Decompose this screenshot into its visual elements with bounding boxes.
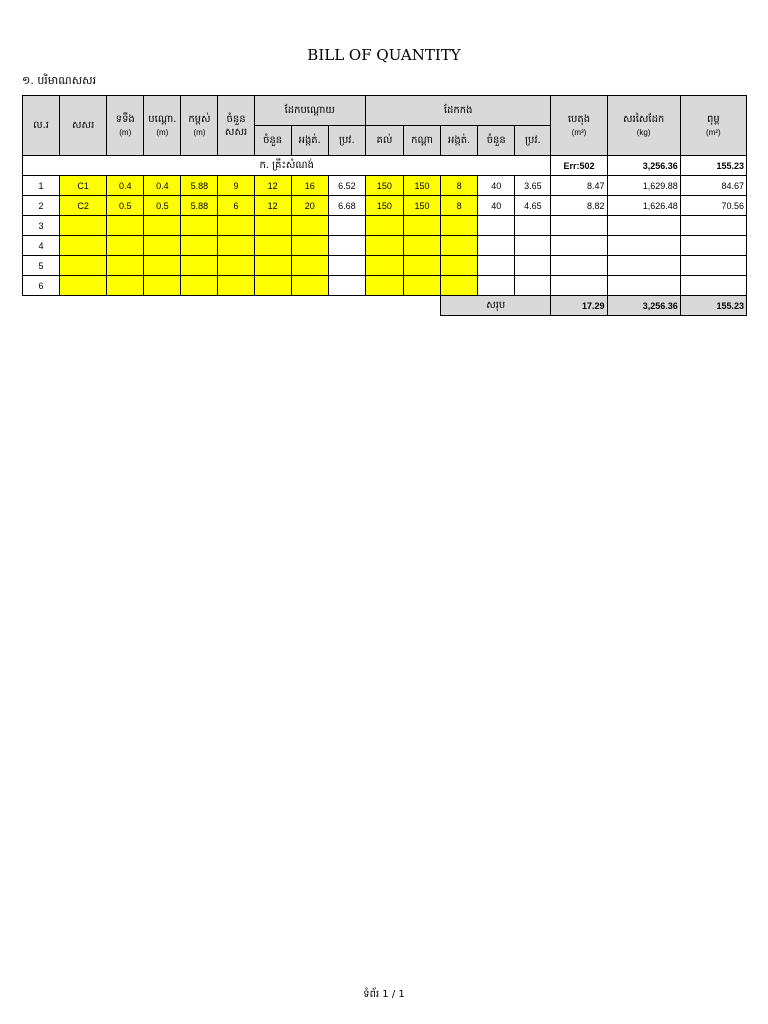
header-steel: សរសៃដែក (kg) (607, 96, 680, 156)
cell-steel (607, 256, 680, 276)
cell-width[interactable] (107, 256, 144, 276)
cell-long-rebar-dia[interactable]: 20 (291, 196, 328, 216)
cell-width[interactable]: 0.5 (107, 196, 144, 216)
group-steel: 3,256.36 (607, 156, 680, 176)
header-height: កម្ពស់ (m) (181, 96, 218, 156)
cell-width[interactable] (107, 216, 144, 236)
cell-height[interactable] (181, 216, 218, 236)
header-no: ល.រ (23, 96, 60, 156)
header-stirrup-qty: ចំនួន (478, 126, 515, 156)
section-heading: ១. បរិមាណសសរ (22, 74, 97, 87)
cell-column[interactable] (60, 216, 107, 236)
cell-stirrup-h[interactable] (403, 276, 440, 296)
cell-long-rebar-len: 6.52 (328, 176, 365, 196)
header-stirrup-w: គល់ (365, 126, 403, 156)
cell-long-rebar-qty[interactable] (254, 276, 291, 296)
cell-stirrup-qty (478, 256, 515, 276)
cell-stirrup-len (515, 216, 551, 236)
group-concrete: Err:502 (551, 156, 607, 176)
cell-concrete (551, 216, 607, 236)
cell-stirrup-qty: 40 (478, 196, 515, 216)
header-long-rebar: ដែកបណ្ដោយ (254, 96, 365, 126)
cell-height[interactable]: 5.88 (181, 196, 218, 216)
header-long-rebar-dia: អង្កត់. (291, 126, 328, 156)
header-long-rebar-qty: ចំនួន (254, 126, 291, 156)
cell-stirrup-h[interactable]: 150 (403, 196, 440, 216)
cell-stirrup-dia[interactable] (441, 276, 478, 296)
cell-stirrup-len (515, 236, 551, 256)
cell-stirrup-h[interactable] (403, 216, 440, 236)
cell-long-rebar-qty[interactable]: 12 (254, 176, 291, 196)
cell-count[interactable] (218, 256, 254, 276)
header-stirrup-h: កណ្ដា (403, 126, 440, 156)
total-formwork: 155.23 (680, 296, 746, 316)
cell-long-rebar-len (328, 256, 365, 276)
table-row (23, 236, 747, 256)
cell-no: 2 (23, 196, 60, 216)
cell-concrete (551, 236, 607, 256)
page-footer: ទំព័រ 1 / 1 (363, 989, 405, 1000)
cell-long-rebar-qty[interactable] (254, 256, 291, 276)
cell-column[interactable]: C2 (60, 196, 107, 216)
cell-stirrup-qty (478, 236, 515, 256)
cell-height[interactable]: 5.88 (181, 176, 218, 196)
table-row (23, 276, 747, 296)
cell-formwork (680, 236, 746, 256)
cell-formwork (680, 256, 746, 276)
cell-concrete: 8.82 (551, 196, 607, 216)
table-row (23, 176, 747, 196)
group-label: ក. គ្រឹះសំណង់ (23, 156, 551, 176)
cell-stirrup-h[interactable] (403, 236, 440, 256)
cell-height[interactable] (181, 276, 218, 296)
cell-long-rebar-len (328, 216, 365, 236)
total-row (23, 296, 747, 316)
cell-width[interactable] (107, 236, 144, 256)
header-width: ទទឹង (m) (107, 96, 144, 156)
cell-formwork: 70.56 (680, 196, 746, 216)
cell-concrete: 8.47 (551, 176, 607, 196)
total-label: សរុប (441, 296, 551, 316)
cell-count[interactable] (218, 236, 254, 256)
cell-long-rebar-len (328, 236, 365, 256)
group-formwork: 155.23 (680, 156, 746, 176)
cell-steel (607, 276, 680, 296)
cell-stirrup-dia[interactable] (441, 256, 478, 276)
cell-long-rebar-qty[interactable] (254, 216, 291, 236)
cell-stirrup-len (515, 276, 551, 296)
header-column: សសរ (60, 96, 107, 156)
cell-stirrup-w[interactable] (365, 256, 403, 276)
cell-length[interactable] (144, 216, 181, 236)
cell-stirrup-dia[interactable] (441, 216, 478, 236)
header-concrete: បេតុង (m³) (551, 96, 607, 156)
header-row-1 (23, 96, 747, 126)
cell-height[interactable] (181, 256, 218, 276)
cell-long-rebar-dia[interactable] (291, 276, 328, 296)
cell-stirrup-len: 4.65 (515, 196, 551, 216)
cell-long-rebar-dia[interactable] (291, 216, 328, 236)
header-count: ចំនួន សសរ (218, 96, 254, 156)
cell-no: 4 (23, 236, 60, 256)
cell-stirrup-h[interactable] (403, 256, 440, 276)
header-stirrup-dia: អង្កត់. (441, 126, 478, 156)
cell-count[interactable] (218, 216, 254, 236)
cell-count[interactable] (218, 276, 254, 296)
cell-count[interactable]: 9 (218, 176, 254, 196)
cell-stirrup-dia[interactable]: 8 (441, 176, 478, 196)
cell-width[interactable]: 0.4 (107, 176, 144, 196)
table-row (23, 256, 747, 276)
document-title: BILL OF QUANTITY (307, 46, 461, 64)
cell-steel: 1,629.88 (607, 176, 680, 196)
cell-long-rebar-dia[interactable]: 16 (291, 176, 328, 196)
cell-steel (607, 216, 680, 236)
cell-length[interactable]: 0.5 (144, 196, 181, 216)
cell-length[interactable] (144, 236, 181, 256)
cell-stirrup-len (515, 256, 551, 276)
cell-stirrup-dia[interactable] (441, 236, 478, 256)
cell-formwork: 84.67 (680, 176, 746, 196)
cell-stirrup-qty: 40 (478, 176, 515, 196)
cell-stirrup-h[interactable]: 150 (403, 176, 440, 196)
cell-long-rebar-dia[interactable] (291, 256, 328, 276)
cell-long-rebar-len: 6.68 (328, 196, 365, 216)
cell-length[interactable] (144, 276, 181, 296)
cell-length[interactable]: 0.4 (144, 176, 181, 196)
cell-no: 6 (23, 276, 60, 296)
cell-long-rebar-qty[interactable]: 12 (254, 196, 291, 216)
cell-long-rebar-qty[interactable] (254, 236, 291, 256)
cell-column[interactable] (60, 276, 107, 296)
cell-long-rebar-len (328, 276, 365, 296)
cell-formwork (680, 276, 746, 296)
cell-formwork (680, 216, 746, 236)
cell-stirrup-w[interactable] (365, 216, 403, 236)
cell-stirrup-w[interactable]: 150 (365, 176, 403, 196)
header-stirrup-len: ប្រវ. (515, 126, 551, 156)
cell-no: 3 (23, 216, 60, 236)
cell-no: 1 (23, 176, 60, 196)
header-stirrup: ដែកកង (365, 96, 551, 126)
cell-stirrup-len: 3.65 (515, 176, 551, 196)
cell-concrete (551, 276, 607, 296)
cell-height[interactable] (181, 236, 218, 256)
group-row (23, 156, 747, 176)
cell-steel (607, 236, 680, 256)
total-concrete: 17.29 (551, 296, 607, 316)
cell-stirrup-qty (478, 276, 515, 296)
cell-column[interactable] (60, 236, 107, 256)
boq-table (22, 95, 747, 316)
cell-column[interactable] (60, 256, 107, 276)
cell-width[interactable] (107, 276, 144, 296)
header-long-rebar-len: ប្រវ. (328, 126, 365, 156)
cell-stirrup-w[interactable] (365, 276, 403, 296)
cell-stirrup-w[interactable] (365, 236, 403, 256)
table-row (23, 216, 747, 236)
cell-length[interactable] (144, 256, 181, 276)
cell-no: 5 (23, 256, 60, 276)
cell-stirrup-dia[interactable]: 8 (441, 196, 478, 216)
cell-count[interactable]: 6 (218, 196, 254, 216)
table-row (23, 196, 747, 216)
header-formwork: ពុម្ព (m²) (680, 96, 746, 156)
header-length: បណ្ដោ. (m) (144, 96, 181, 156)
cell-concrete (551, 256, 607, 276)
cell-column[interactable]: C1 (60, 176, 107, 196)
total-steel: 3,256.36 (607, 296, 680, 316)
cell-long-rebar-dia[interactable] (291, 236, 328, 256)
cell-stirrup-w[interactable]: 150 (365, 196, 403, 216)
cell-stirrup-qty (478, 216, 515, 236)
cell-steel: 1,626.48 (607, 196, 680, 216)
